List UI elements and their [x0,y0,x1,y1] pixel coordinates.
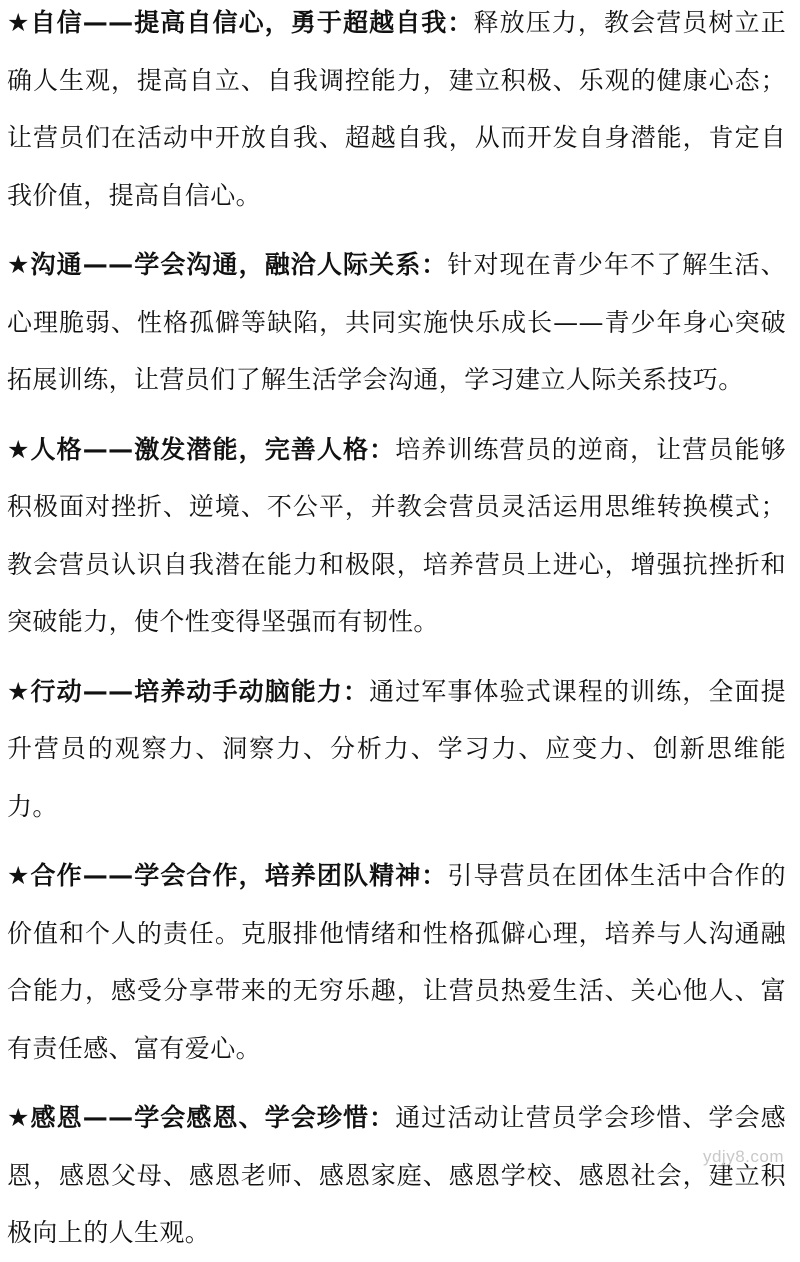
star-icon: ★ [7,434,31,464]
section-heading: 行动——培养动手动脑能力： [30,676,370,706]
section-body: 培养训练营员的逆商，让营员能够积极面对挫折、逆境、不公平，并教会营员灵活运用思维转换模式；教会营员认识自我潜在能力和极限，培养营员上进心，增强抗挫折和突破能力，使个性变得坚强而有韧性。 [7,434,786,636]
section-body: 通过活动让营员学会珍惜、学会感恩，感恩父母、感恩老师、感恩家庭、感恩学校、感恩社会，建立积极向上的人生观。 [7,1103,786,1247]
section-personality [7,421,786,651]
star-icon: ★ [7,676,31,706]
star-icon: ★ [7,8,31,37]
star-icon: ★ [7,1103,31,1132]
section-confidence [7,0,786,224]
section-heading: 人格——激发潜能，完善人格： [30,434,396,464]
section-communication [7,236,786,409]
section-heading: 合作——学会合作，培养团队精神： [30,861,448,890]
section-heading: 自信——提高自信心，勇于超越自我： [30,8,474,37]
section-heading: 感恩——学会感恩、学会珍惜： [30,1103,396,1132]
section-body: 通过军事体验式课程的训练，全面提升营员的观察力、洞察力、分析力、学习力、应变力、创新思维能力。 [7,676,786,821]
star-icon: ★ [7,250,31,279]
star-icon: ★ [7,861,31,890]
section-action [7,663,786,836]
section-cooperation [7,847,786,1077]
section-body: 针对现在青少年不了解生活、心理脆弱、性格孤僻等缺陷，共同实施快乐成长——青少年身心突破拓展训练，让营员们了解生活学会沟通，学习建立人际关系技巧。 [7,250,786,394]
section-body: 释放压力，教会营员树立正确人生观，提高自立、自我调控能力，建立积极、乐观的健康心态；让营员们在活动中开放自我、超越自我，从而开发自身潜能，肯定自我价值，提高自信心。 [7,8,786,210]
section-body: 引导营员在团体生活中合作的价值和个人的责任。克服排他情绪和性格孤僻心理，培养与人沟通融合能力，感受分享带来的无穷乐趣，让营员热爱生活、关心他人、富有责任感、富有爱心。 [7,861,786,1063]
section-gratitude [7,1089,786,1262]
section-heading: 沟通——学会沟通，融洽人际关系： [30,250,448,279]
watermark: ydjy8.com [702,1147,784,1166]
